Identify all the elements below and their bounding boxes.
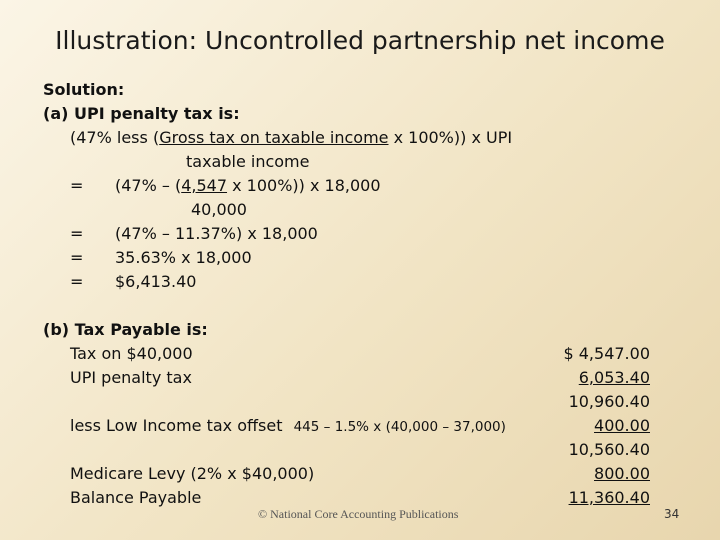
step1-line [115,176,381,196]
step4-text: $6,413.40 [115,272,197,291]
subtotal1-amount: 10,960.40 [568,392,650,411]
medicare-label: Medicare Levy (2% x $40,000) [70,464,315,483]
step1-rest: x 100%)) x 18,000 [227,176,381,195]
balance-amount: 11,360.40 [568,488,650,507]
upi-label: UPI penalty tax [70,368,192,387]
formula-multiplier: x 100%)) x UPI [388,128,513,147]
page-number: 34 [664,507,680,521]
step2-text: (47% – 11.37%) x 18,000 [115,224,318,243]
tax-label: Tax on $40,000 [70,344,193,363]
step4-eq: = [70,272,84,291]
formula-numerator: Gross tax on taxable income [159,128,389,147]
tax-amount: $ 4,547.00 [563,344,650,363]
step1-open: (47% – ( [115,176,182,195]
step1-numerator: 4,547 [181,176,228,195]
copyright-footer: © National Core Accounting Publications [258,507,459,521]
solution-heading: Solution: [43,80,125,99]
step1-denominator: 40,000 [191,200,247,219]
step3-eq: = [70,248,84,267]
formula-open: (47% less ( [70,128,160,147]
offset-line [70,416,506,437]
subtotal2-amount: 10,560.40 [568,440,650,459]
upi-amount: 6,053.40 [578,368,650,387]
step1-eq: = [70,176,84,195]
offset-formula: 445 – 1.5% x (40,000 – 37,000) [293,419,506,435]
formula-line [70,128,512,148]
step2-eq: = [70,224,84,243]
formula-denominator: taxable income [186,152,310,171]
part-a-heading: (a) UPI penalty tax is: [43,104,240,123]
offset-label: less Low Income tax offset [70,416,283,435]
part-b-heading: (b) Tax Payable is: [43,320,208,339]
balance-label: Balance Payable [70,488,202,507]
offset-amount: 400.00 [594,416,650,435]
slide-title: Illustration: Uncontrolled partnership net income [55,26,665,55]
step3-text: 35.63% x 18,000 [115,248,252,267]
medicare-amount: 800.00 [594,464,650,483]
